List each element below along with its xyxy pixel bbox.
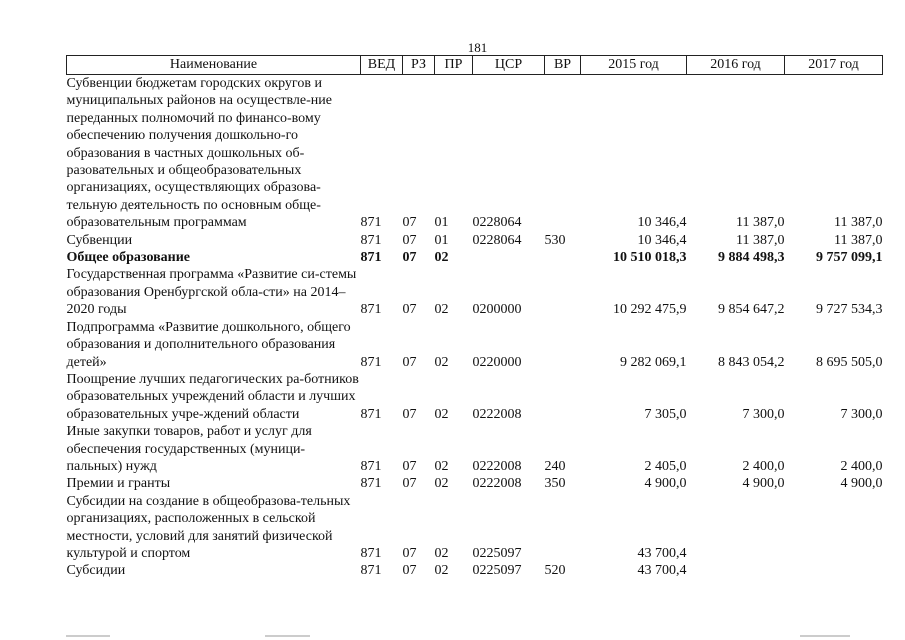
cell-rz: 07: [402, 406, 417, 422]
budget-table: [66, 55, 883, 580]
table-header-row: [67, 56, 883, 75]
cell-csr: 0225097: [472, 563, 522, 579]
table-body: [67, 75, 883, 580]
cell-name: Субвенции: [66, 232, 133, 248]
cell-name: Субвенции бюджетам городских округов и муниципальных районов на осуществле-ние переданных полномочий по финансо-вому обеспечению получения дошкольно-го образования в частных дошкольных об-разовательных и общеобразовательных организациях, осуществляющих образова-тельную деятельность по основным обще-образовательным программам: [66, 76, 332, 231]
cell-y2016: [687, 562, 785, 579]
cell-y2015: 10 346,4: [637, 215, 687, 231]
cell-pr: 02: [434, 563, 449, 579]
cell-name: Общее образование: [66, 250, 191, 266]
cell-rz: 07: [402, 354, 417, 370]
header-2016: 2016 год: [687, 56, 785, 75]
cell-y2015: 10 292 475,9: [613, 302, 687, 318]
cell-y2017: 11 387,0: [834, 215, 883, 231]
table-row: [67, 423, 883, 475]
cell-name: Иные закупки товаров, работ и услуг для обеспечения государственных (муници-пальных) нужд: [66, 424, 312, 474]
cell-ved: 871: [360, 250, 382, 266]
cell-vr: [545, 319, 581, 371]
table-row: [67, 319, 883, 371]
cell-y2016: 2 400,0: [742, 458, 785, 474]
table-row: [67, 266, 883, 318]
cell-vr: 350: [544, 476, 566, 492]
cell-rz: 07: [402, 545, 417, 561]
cell-pr: 02: [434, 302, 449, 318]
cell-y2015: 2 405,0: [644, 458, 687, 474]
table-row: [67, 249, 883, 266]
cell-ved: 871: [360, 563, 382, 579]
cell-rz: 07: [402, 563, 417, 579]
cell-vr: [545, 75, 581, 232]
cell-vr: [545, 371, 581, 423]
cell-pr: 02: [434, 354, 449, 370]
cell-y2015: 4 900,0: [644, 476, 687, 492]
cell-name: Субсидии на создание в общеобразова-тельных организациях, расположенных в сельской местности, условий для занятий физической культурой и спортом: [66, 493, 351, 561]
cell-csr: 0200000: [472, 302, 522, 318]
cell-y2017: [785, 493, 883, 563]
header-vr: ВР: [545, 56, 581, 75]
cell-y2016: 9 854 647,2: [718, 302, 785, 318]
cell-vr: [545, 266, 581, 318]
cell-y2017: [785, 562, 883, 579]
cell-pr: 02: [434, 250, 449, 266]
page-number: 181: [467, 40, 488, 55]
cell-y2015: 43 700,4: [637, 545, 687, 561]
table-row: [67, 475, 883, 492]
cell-vr: 530: [544, 232, 566, 248]
cell-rz: 07: [402, 215, 417, 231]
cell-ved: 871: [360, 458, 382, 474]
cell-y2015: 10 346,4: [637, 232, 687, 248]
cell-name: Поощрение лучших педагогических ра-ботников образовательных учреждений области и лучших образовательных учре-ждений области: [66, 371, 359, 422]
cell-y2017: 4 900,0: [840, 476, 883, 492]
header-2017: 2017 год: [785, 56, 883, 75]
cell-name: Подпрограмма «Развитие дошкольного, общего образования и дополнительного образования детей»: [66, 319, 351, 370]
cell-pr: 01: [434, 215, 449, 231]
cell-y2016: 7 300,0: [742, 406, 785, 422]
header-name: Наименование: [67, 56, 361, 75]
cell-pr: 02: [434, 406, 449, 422]
cell-name: Субсидии: [66, 563, 126, 579]
cell-y2017: 9 757 099,1: [816, 250, 883, 266]
cell-y2015: 10 510 018,3: [613, 250, 687, 266]
cell-vr: [545, 493, 581, 563]
table-row: [67, 75, 883, 232]
cell-csr: [473, 249, 545, 266]
cell-csr: 0222008: [472, 406, 522, 422]
cell-pr: 02: [434, 545, 449, 561]
cell-csr: 0228064: [472, 215, 522, 231]
cell-ved: 871: [360, 302, 382, 318]
header-rz: РЗ: [403, 56, 435, 75]
header-csr: ЦСР: [473, 56, 545, 75]
table-row: [67, 371, 883, 423]
cell-rz: 07: [402, 458, 417, 474]
cell-y2017: 8 695 505,0: [816, 354, 883, 370]
cell-rz: 07: [402, 250, 417, 266]
cell-rz: 07: [402, 476, 417, 492]
table-row: [67, 562, 883, 579]
header-2015: 2015 год: [581, 56, 687, 75]
cell-ved: 871: [360, 545, 382, 561]
cell-csr: 0228064: [472, 232, 522, 248]
cell-y2015: 43 700,4: [637, 563, 687, 579]
cell-csr: 0222008: [472, 476, 522, 492]
cell-ved: 871: [360, 232, 382, 248]
cell-y2016: 4 900,0: [742, 476, 785, 492]
header-ved: ВЕД: [361, 56, 403, 75]
cell-pr: 02: [434, 458, 449, 474]
cell-y2016: 9 884 498,3: [718, 250, 785, 266]
cell-ved: 871: [360, 354, 382, 370]
cell-y2016: 8 843 054,2: [718, 354, 785, 370]
cell-y2017: 9 727 534,3: [816, 302, 883, 318]
cell-y2015: 7 305,0: [644, 406, 687, 422]
header-pr: ПР: [435, 56, 473, 75]
cell-ved: 871: [360, 215, 382, 231]
cell-csr: 0220000: [472, 354, 522, 370]
cell-csr: 0222008: [472, 458, 522, 474]
cell-y2017: 11 387,0: [834, 232, 883, 248]
table-row: [67, 493, 883, 563]
cell-y2017: 7 300,0: [840, 406, 883, 422]
cell-y2016: 11 387,0: [736, 215, 785, 231]
cell-name: Государственная программа «Развитие си-стемы образования Оренбургской обла-сти» на 2014–2020 годы: [66, 267, 357, 318]
cell-vr: [545, 249, 581, 266]
cell-vr: 240: [544, 458, 566, 474]
table-row: [67, 232, 883, 249]
cell-rz: 07: [402, 302, 417, 318]
cell-pr: 02: [434, 476, 449, 492]
cell-ved: 871: [360, 406, 382, 422]
cell-y2016: [687, 493, 785, 563]
cell-rz: 07: [402, 232, 417, 248]
cell-csr: 0225097: [472, 545, 522, 561]
cell-vr: 520: [544, 563, 566, 579]
cell-y2015: 9 282 069,1: [620, 354, 687, 370]
cell-y2016: 11 387,0: [736, 232, 785, 248]
cell-pr: 01: [434, 232, 449, 248]
cell-y2017: 2 400,0: [840, 458, 883, 474]
cell-ved: 871: [360, 476, 382, 492]
cell-name: Премии и гранты: [66, 476, 171, 492]
